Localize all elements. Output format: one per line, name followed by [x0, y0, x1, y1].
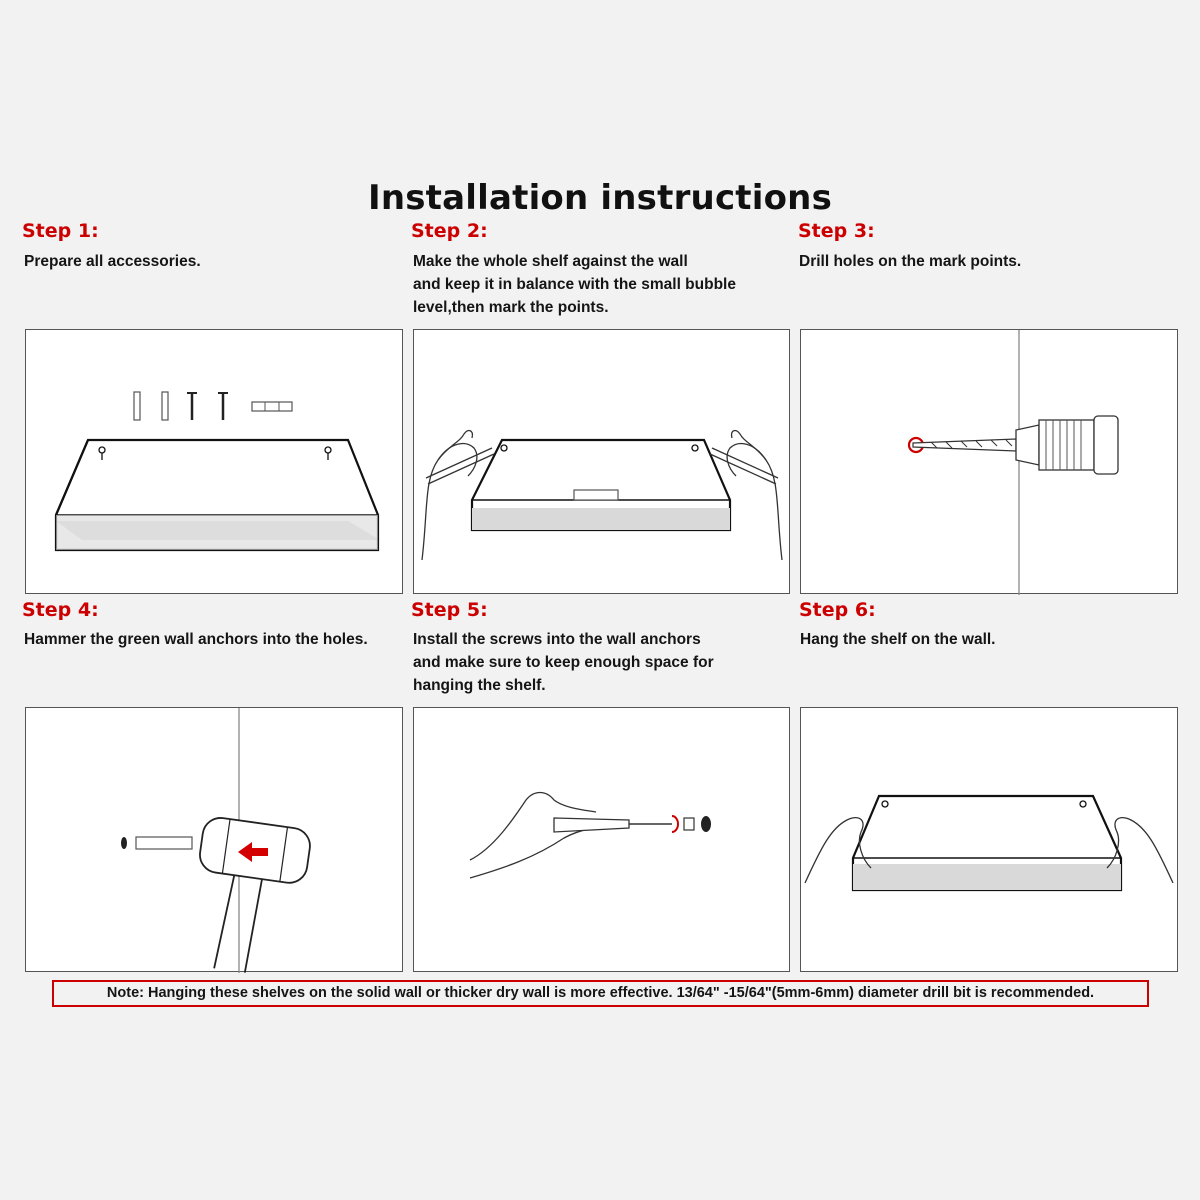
hanging-shelf-drawing — [801, 708, 1179, 973]
step-2-text — [413, 250, 773, 319]
step-2-illustration — [413, 329, 790, 594]
step-5-text — [413, 628, 773, 697]
step-6-illustration — [800, 707, 1178, 972]
step-4-text — [24, 628, 404, 651]
step-6-text — [800, 628, 1160, 651]
step-1-illustration — [25, 329, 403, 594]
step-1-text — [24, 250, 384, 273]
step-2-line-3: level,then mark the points. — [413, 299, 609, 316]
page-title: Installation instructions — [367, 178, 833, 218]
step-3-text — [799, 250, 1159, 273]
mark-points-drawing — [414, 330, 791, 595]
step-2-label: Step 2: — [411, 220, 488, 242]
step-3-line-1: Drill holes on the mark points. — [799, 253, 1022, 270]
step-2-line-2: and keep it in balance with the small bubble — [413, 276, 736, 293]
screwdriver-drawing — [414, 708, 791, 973]
accessories-shelf-drawing — [26, 330, 404, 595]
step-3-illustration — [800, 329, 1178, 594]
step-4-line-1: Hammer the green wall anchors into the holes. — [24, 631, 368, 648]
step-5-illustration — [413, 707, 790, 972]
drill-drawing — [801, 330, 1179, 595]
step-5-line-2: and make sure to keep enough space for — [413, 654, 714, 671]
note-box: Note: Hanging these shelves on the solid wall or thicker dry wall is more effective. 13/64" -15/64"(5mm-6mm) diameter drill bit is recommended. — [52, 980, 1149, 1007]
step-5-line-3: hanging the shelf. — [413, 677, 546, 694]
step-6-label: Step 6: — [799, 599, 876, 621]
hammer-drawing — [26, 708, 404, 973]
step-5-label: Step 5: — [411, 599, 488, 621]
step-4-label: Step 4: — [22, 599, 99, 621]
step-5-line-1: Install the screws into the wall anchors — [413, 631, 701, 648]
step-1-label: Step 1: — [22, 220, 99, 242]
step-2-line-1: Make the whole shelf against the wall — [413, 253, 688, 270]
step-1-line-1: Prepare all accessories. — [24, 253, 201, 270]
step-6-line-1: Hang the shelf on the wall. — [800, 631, 996, 648]
step-4-illustration — [25, 707, 403, 972]
step-3-label: Step 3: — [798, 220, 875, 242]
